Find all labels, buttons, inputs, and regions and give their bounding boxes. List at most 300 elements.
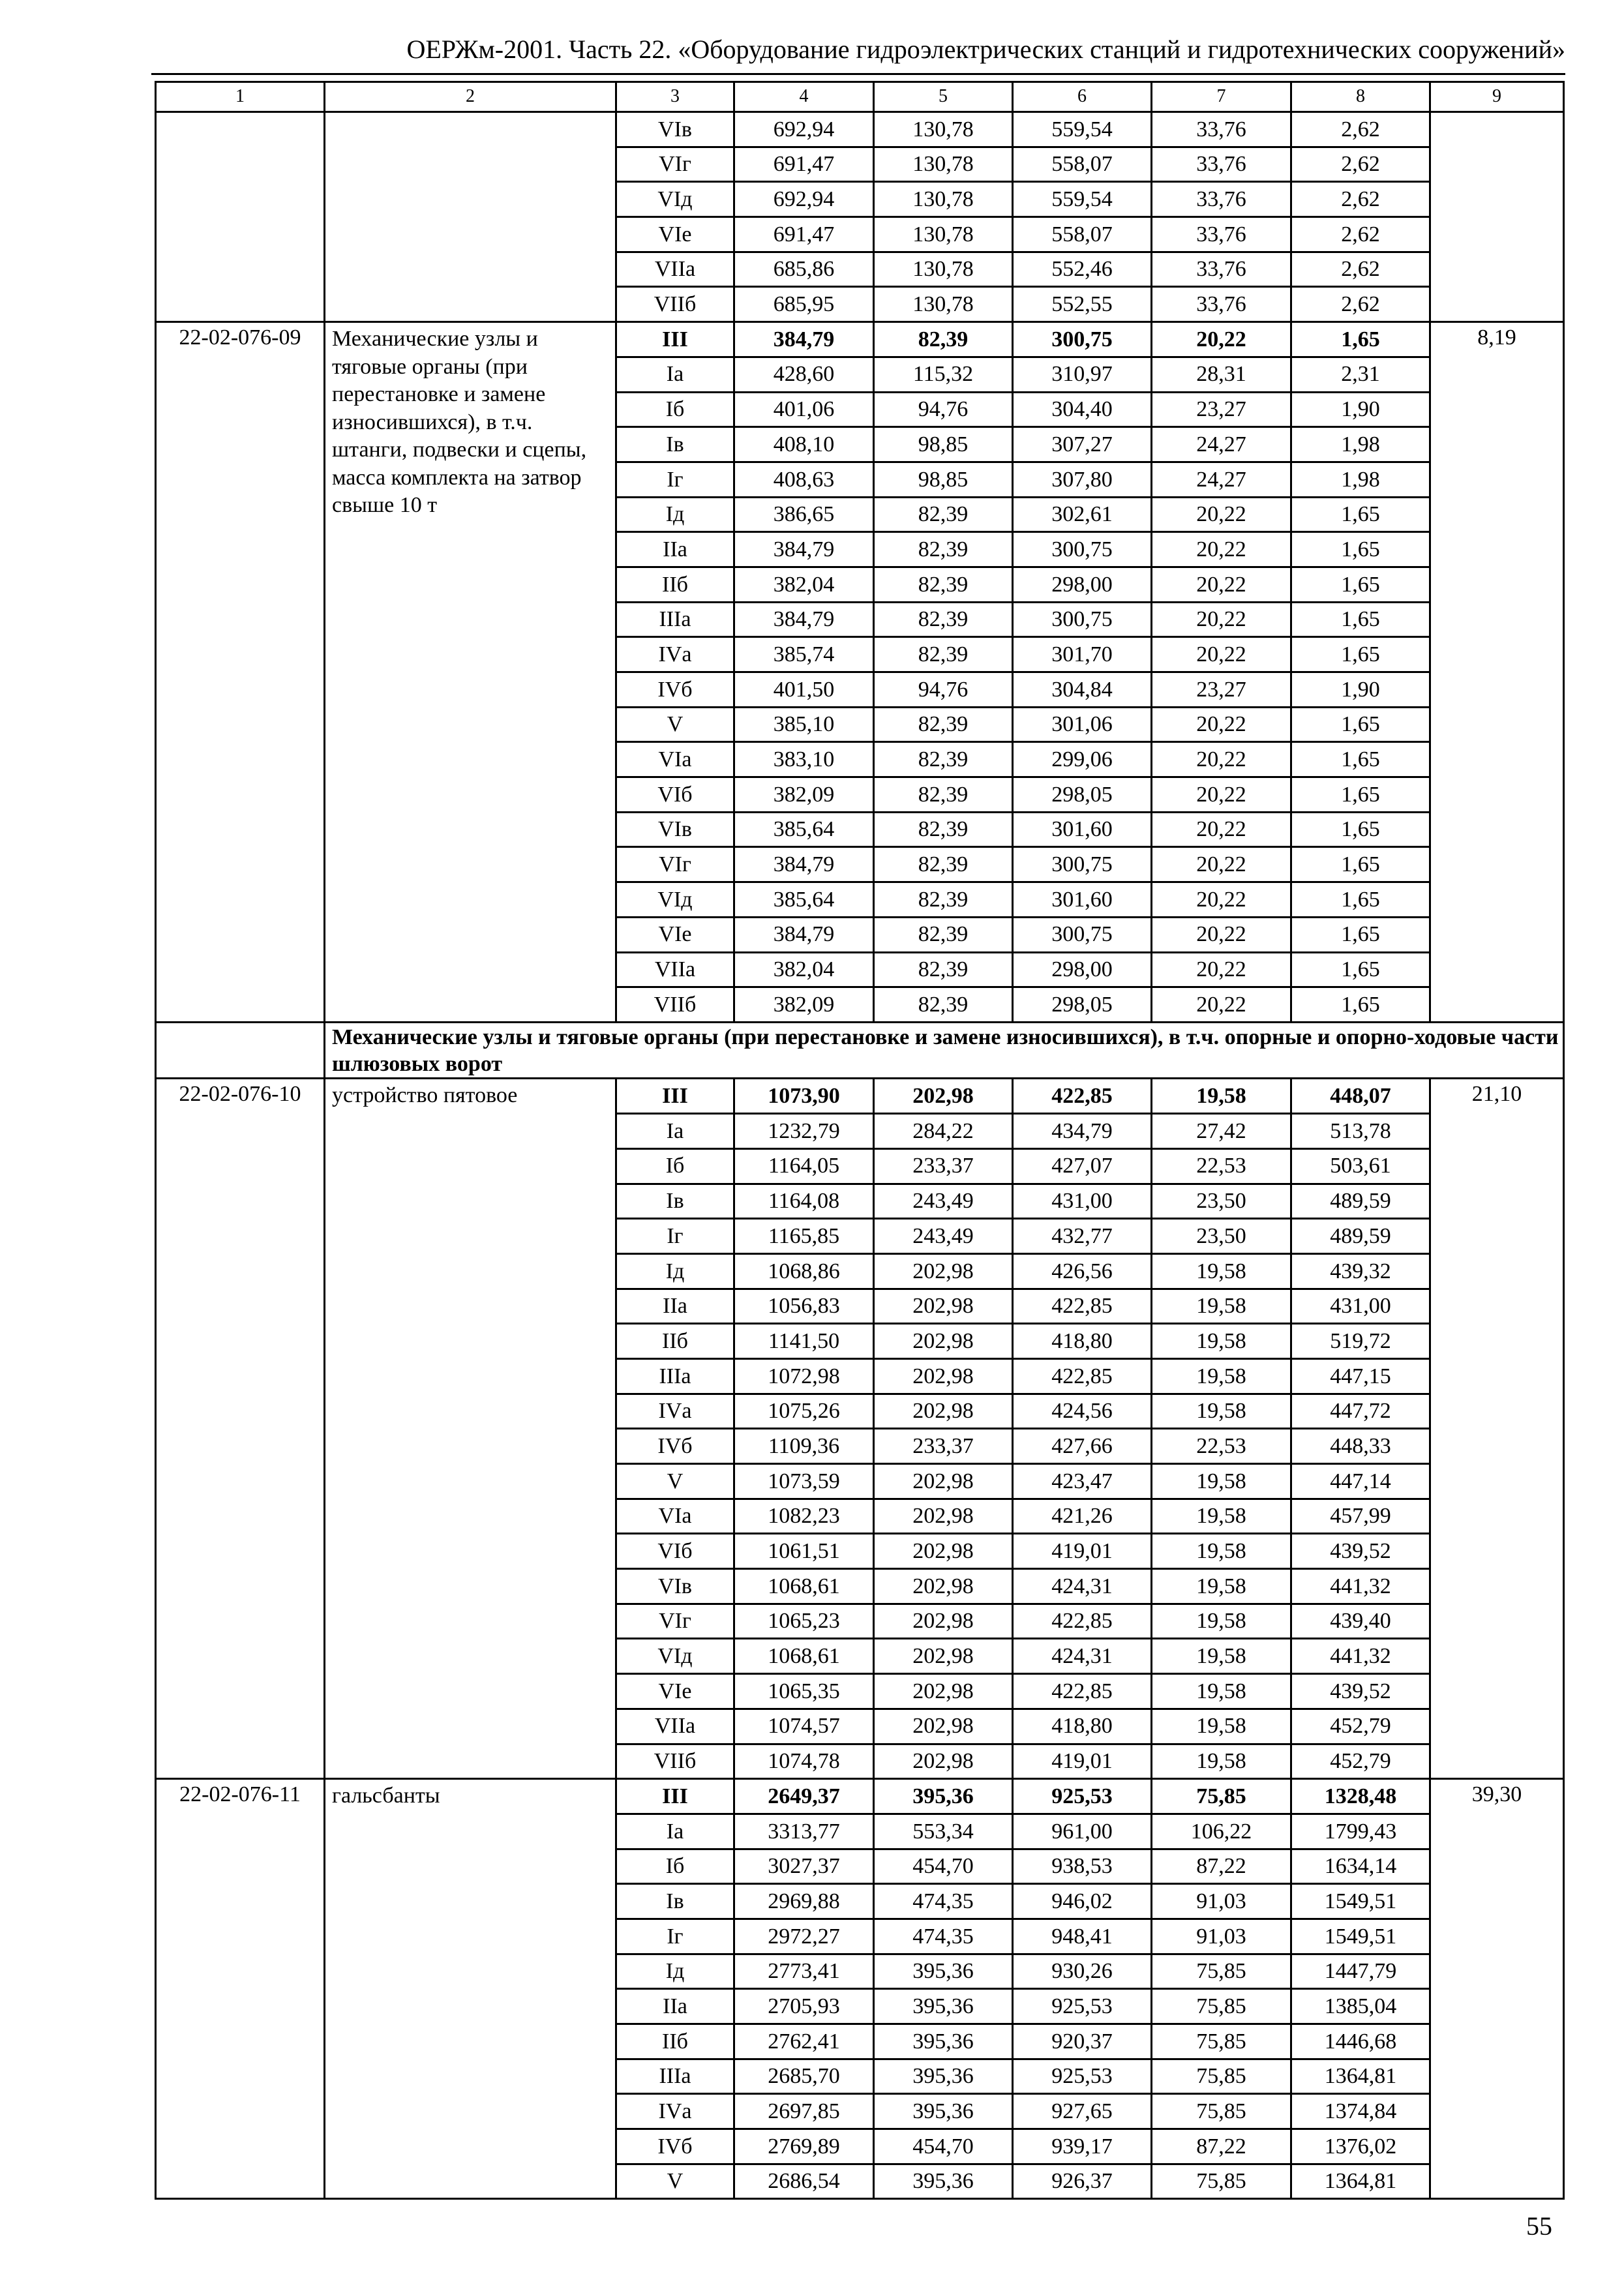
machinist-wages: 91,03 xyxy=(1152,1884,1291,1919)
machinist-wages: 19,58 xyxy=(1152,1394,1291,1429)
machinist-wages: 33,76 xyxy=(1152,147,1291,182)
region-code: Iб xyxy=(616,1849,734,1884)
wages: 82,39 xyxy=(874,882,1013,918)
region-code: Iг xyxy=(616,1219,734,1254)
wages: 202,98 xyxy=(874,1569,1013,1604)
total-cost: 1164,05 xyxy=(734,1148,874,1184)
machine-operation: 432,77 xyxy=(1013,1219,1152,1254)
machinist-wages: 75,85 xyxy=(1152,2059,1291,2094)
wages: 98,85 xyxy=(874,427,1013,462)
rate-description: гальсбанты xyxy=(325,1779,616,2199)
wages: 202,98 xyxy=(874,1744,1013,1779)
region-code: Iа xyxy=(616,1814,734,1849)
section-title: Механические узлы и тяговые органы (при перестановке и замене износившихся), в т.ч. опорные и опорно-ходовые части шлюзовых ворот xyxy=(325,1022,1564,1079)
rates-table-body xyxy=(156,82,1564,2199)
machine-operation: 424,56 xyxy=(1013,1394,1152,1429)
section-code-cell xyxy=(156,1022,325,1079)
wages: 82,39 xyxy=(874,532,1013,567)
machine-operation: 300,75 xyxy=(1013,847,1152,882)
wages: 233,37 xyxy=(874,1429,1013,1464)
wages: 202,98 xyxy=(874,1639,1013,1674)
machinist-wages: 33,76 xyxy=(1152,252,1291,287)
materials: 1385,04 xyxy=(1291,1989,1430,2024)
total-cost: 428,60 xyxy=(734,357,874,392)
total-cost: 691,47 xyxy=(734,217,874,252)
region-code: IIIа xyxy=(616,1358,734,1394)
table-row xyxy=(156,322,1564,357)
region-code: VIд xyxy=(616,1639,734,1674)
machinist-wages: 20,22 xyxy=(1152,882,1291,918)
total-cost: 3027,37 xyxy=(734,1849,874,1884)
column-number: 7 xyxy=(1152,82,1291,112)
machine-operation: 307,80 xyxy=(1013,462,1152,497)
machine-operation: 307,27 xyxy=(1013,427,1152,462)
materials: 439,40 xyxy=(1291,1604,1430,1639)
machine-operation: 424,31 xyxy=(1013,1639,1152,1674)
region-code: VIд xyxy=(616,182,734,217)
wages: 98,85 xyxy=(874,462,1013,497)
region-code: IVа xyxy=(616,1394,734,1429)
materials: 1374,84 xyxy=(1291,2094,1430,2129)
materials: 503,61 xyxy=(1291,1148,1430,1184)
machine-operation: 299,06 xyxy=(1013,742,1152,777)
materials: 2,62 xyxy=(1291,112,1430,147)
materials: 1,98 xyxy=(1291,462,1430,497)
region-code: IIб xyxy=(616,1324,734,1359)
wages: 202,98 xyxy=(874,1709,1013,1744)
machinist-wages: 23,27 xyxy=(1152,392,1291,427)
region-code: VIIа xyxy=(616,252,734,287)
machinist-wages: 33,76 xyxy=(1152,112,1291,147)
total-cost: 385,64 xyxy=(734,812,874,847)
machine-operation: 418,80 xyxy=(1013,1709,1152,1744)
total-cost: 382,04 xyxy=(734,567,874,602)
machinist-wages: 87,22 xyxy=(1152,2129,1291,2164)
materials: 2,62 xyxy=(1291,182,1430,217)
materials: 441,32 xyxy=(1291,1639,1430,1674)
region-code: IIб xyxy=(616,2024,734,2059)
total-cost: 2686,54 xyxy=(734,2164,874,2199)
materials: 447,15 xyxy=(1291,1358,1430,1394)
region-code: IVб xyxy=(616,1429,734,1464)
machinist-wages: 19,58 xyxy=(1152,1079,1291,1114)
materials: 1,65 xyxy=(1291,602,1430,637)
region-code: VIд xyxy=(616,882,734,918)
machine-operation: 939,17 xyxy=(1013,2129,1152,2164)
machinist-wages: 20,22 xyxy=(1152,987,1291,1023)
column-numbers-row xyxy=(156,82,1564,112)
wages: 130,78 xyxy=(874,217,1013,252)
region-code: Iа xyxy=(616,357,734,392)
column-number: 8 xyxy=(1291,82,1430,112)
machine-operation: 961,00 xyxy=(1013,1814,1152,1849)
region-code: V xyxy=(616,707,734,742)
machine-operation: 301,70 xyxy=(1013,637,1152,672)
column-number: 2 xyxy=(325,82,616,112)
region-code: VIг xyxy=(616,147,734,182)
wages: 202,98 xyxy=(874,1079,1013,1114)
machinist-wages: 19,58 xyxy=(1152,1674,1291,1709)
total-cost: 2685,70 xyxy=(734,2059,874,2094)
region-code: Iв xyxy=(616,1884,734,1919)
materials: 447,72 xyxy=(1291,1394,1430,1429)
machine-operation: 304,40 xyxy=(1013,392,1152,427)
materials: 1,65 xyxy=(1291,882,1430,918)
total-cost: 2769,89 xyxy=(734,2129,874,2164)
machinist-wages: 19,58 xyxy=(1152,1358,1291,1394)
wages: 82,39 xyxy=(874,322,1013,357)
machine-operation: 427,07 xyxy=(1013,1148,1152,1184)
region-code: Iд xyxy=(616,497,734,532)
machine-operation: 298,00 xyxy=(1013,952,1152,987)
total-cost: 384,79 xyxy=(734,602,874,637)
wages: 82,39 xyxy=(874,742,1013,777)
machinist-wages: 19,58 xyxy=(1152,1744,1291,1779)
machinist-wages: 19,58 xyxy=(1152,1569,1291,1604)
total-cost: 691,47 xyxy=(734,147,874,182)
machine-operation: 301,06 xyxy=(1013,707,1152,742)
wages: 474,35 xyxy=(874,1884,1013,1919)
machine-operation: 927,65 xyxy=(1013,2094,1152,2129)
total-cost: 2705,93 xyxy=(734,1989,874,2024)
total-cost: 384,79 xyxy=(734,322,874,357)
materials: 1447,79 xyxy=(1291,1954,1430,1989)
machinist-wages: 19,58 xyxy=(1152,1639,1291,1674)
region-code: VIе xyxy=(616,917,734,952)
materials: 1549,51 xyxy=(1291,1884,1430,1919)
wages: 82,39 xyxy=(874,917,1013,952)
wages: 82,39 xyxy=(874,497,1013,532)
total-cost: 1164,08 xyxy=(734,1184,874,1219)
materials: 1364,81 xyxy=(1291,2164,1430,2199)
wages: 82,39 xyxy=(874,987,1013,1023)
wages: 395,36 xyxy=(874,2024,1013,2059)
table-row xyxy=(156,112,1564,147)
materials: 1,65 xyxy=(1291,322,1430,357)
region-code: III xyxy=(616,322,734,357)
region-code: VIе xyxy=(616,217,734,252)
machinist-wages: 19,58 xyxy=(1152,1534,1291,1569)
region-code: VIв xyxy=(616,1569,734,1604)
machinist-wages: 24,27 xyxy=(1152,462,1291,497)
labor-cost: 39,30 xyxy=(1430,1779,1564,2199)
wages: 202,98 xyxy=(874,1358,1013,1394)
machinist-wages: 75,85 xyxy=(1152,1954,1291,1989)
machinist-wages: 19,58 xyxy=(1152,1499,1291,1534)
wages: 82,39 xyxy=(874,952,1013,987)
materials: 1,65 xyxy=(1291,707,1430,742)
materials: 447,14 xyxy=(1291,1464,1430,1499)
region-code: VIIб xyxy=(616,287,734,322)
machine-operation: 938,53 xyxy=(1013,1849,1152,1884)
materials: 1,65 xyxy=(1291,637,1430,672)
machine-operation: 552,46 xyxy=(1013,252,1152,287)
machine-operation: 419,01 xyxy=(1013,1744,1152,1779)
total-cost: 1165,85 xyxy=(734,1219,874,1254)
machine-operation: 422,85 xyxy=(1013,1079,1152,1114)
materials: 1,65 xyxy=(1291,497,1430,532)
wages: 395,36 xyxy=(874,1954,1013,1989)
machinist-wages: 75,85 xyxy=(1152,2094,1291,2129)
region-code: Iд xyxy=(616,1954,734,1989)
wages: 202,98 xyxy=(874,1499,1013,1534)
materials: 1,65 xyxy=(1291,847,1430,882)
materials: 1364,81 xyxy=(1291,2059,1430,2094)
region-code: III xyxy=(616,1779,734,1814)
machinist-wages: 19,58 xyxy=(1152,1709,1291,1744)
total-cost: 1073,59 xyxy=(734,1464,874,1499)
region-code: VIа xyxy=(616,742,734,777)
machinist-wages: 20,22 xyxy=(1152,707,1291,742)
wages: 82,39 xyxy=(874,847,1013,882)
region-code: VIIб xyxy=(616,1744,734,1779)
wages: 243,49 xyxy=(874,1184,1013,1219)
region-code: VIг xyxy=(616,847,734,882)
materials: 1,65 xyxy=(1291,917,1430,952)
region-code: IVа xyxy=(616,637,734,672)
wages: 82,39 xyxy=(874,707,1013,742)
machine-operation: 559,54 xyxy=(1013,182,1152,217)
region-code: VIб xyxy=(616,777,734,813)
materials: 431,00 xyxy=(1291,1289,1430,1324)
machinist-wages: 75,85 xyxy=(1152,1779,1291,1814)
labor-cost: 8,19 xyxy=(1430,322,1564,1023)
region-code: V xyxy=(616,2164,734,2199)
total-cost: 685,86 xyxy=(734,252,874,287)
materials: 441,32 xyxy=(1291,1569,1430,1604)
total-cost: 1068,61 xyxy=(734,1639,874,1674)
total-cost: 401,06 xyxy=(734,392,874,427)
materials: 1549,51 xyxy=(1291,1919,1430,1954)
machine-operation: 300,75 xyxy=(1013,602,1152,637)
machine-operation: 434,79 xyxy=(1013,1114,1152,1149)
region-code: Iб xyxy=(616,1148,734,1184)
wages: 454,70 xyxy=(874,1849,1013,1884)
total-cost: 2773,41 xyxy=(734,1954,874,1989)
labor-cost xyxy=(1430,112,1564,322)
machinist-wages: 33,76 xyxy=(1152,182,1291,217)
machine-operation: 920,37 xyxy=(1013,2024,1152,2059)
machine-operation: 926,37 xyxy=(1013,2164,1152,2199)
machinist-wages: 20,22 xyxy=(1152,742,1291,777)
rate-description: устройство пятовое xyxy=(325,1079,616,1779)
wages: 553,34 xyxy=(874,1814,1013,1849)
total-cost: 401,50 xyxy=(734,672,874,708)
machinist-wages: 20,22 xyxy=(1152,532,1291,567)
machine-operation: 298,05 xyxy=(1013,777,1152,813)
machine-operation: 925,53 xyxy=(1013,1989,1152,2024)
wages: 130,78 xyxy=(874,287,1013,322)
total-cost: 408,10 xyxy=(734,427,874,462)
machinist-wages: 20,22 xyxy=(1152,637,1291,672)
total-cost: 692,94 xyxy=(734,182,874,217)
machinist-wages: 19,58 xyxy=(1152,1324,1291,1359)
total-cost: 685,95 xyxy=(734,287,874,322)
machinist-wages: 33,76 xyxy=(1152,217,1291,252)
region-code: III xyxy=(616,1079,734,1114)
wages: 395,36 xyxy=(874,1989,1013,2024)
materials: 1,65 xyxy=(1291,532,1430,567)
machine-operation: 421,26 xyxy=(1013,1499,1152,1534)
rate-description: Механические узлы и тяговые органы (при перестановке и замене износившихся), в т.ч. штанги, подвески и сцепы, масса комплекта на затвор свыше 10 т xyxy=(325,322,616,1023)
machine-operation: 418,80 xyxy=(1013,1324,1152,1359)
machinist-wages: 23,50 xyxy=(1152,1184,1291,1219)
wages: 130,78 xyxy=(874,112,1013,147)
page-header: ОЕРЖм-2001. Часть 22. «Оборудование гидроэлектрических станций и гидротехнических сооружений» xyxy=(151,34,1565,75)
machinist-wages: 75,85 xyxy=(1152,1989,1291,2024)
total-cost: 1074,78 xyxy=(734,1744,874,1779)
machinist-wages: 19,58 xyxy=(1152,1604,1291,1639)
machine-operation: 298,00 xyxy=(1013,567,1152,602)
machine-operation: 925,53 xyxy=(1013,2059,1152,2094)
machine-operation: 422,85 xyxy=(1013,1604,1152,1639)
machinist-wages: 20,22 xyxy=(1152,812,1291,847)
wages: 82,39 xyxy=(874,567,1013,602)
total-cost: 1061,51 xyxy=(734,1534,874,1569)
machine-operation: 946,02 xyxy=(1013,1884,1152,1919)
machine-operation: 424,31 xyxy=(1013,1569,1152,1604)
total-cost: 1075,26 xyxy=(734,1394,874,1429)
total-cost: 384,79 xyxy=(734,917,874,952)
wages: 82,39 xyxy=(874,777,1013,813)
total-cost: 383,10 xyxy=(734,742,874,777)
machinist-wages: 87,22 xyxy=(1152,1849,1291,1884)
region-code: VIIа xyxy=(616,1709,734,1744)
total-cost: 1232,79 xyxy=(734,1114,874,1149)
wages: 284,22 xyxy=(874,1114,1013,1149)
section-row xyxy=(156,1022,1564,1079)
total-cost: 1074,57 xyxy=(734,1709,874,1744)
total-cost: 385,10 xyxy=(734,707,874,742)
materials: 452,79 xyxy=(1291,1744,1430,1779)
materials: 1,65 xyxy=(1291,777,1430,813)
machine-operation: 427,66 xyxy=(1013,1429,1152,1464)
total-cost: 1073,90 xyxy=(734,1079,874,1114)
materials: 439,52 xyxy=(1291,1674,1430,1709)
wages: 202,98 xyxy=(874,1253,1013,1289)
materials: 457,99 xyxy=(1291,1499,1430,1534)
materials: 2,62 xyxy=(1291,287,1430,322)
region-code: IIIа xyxy=(616,2059,734,2094)
materials: 439,32 xyxy=(1291,1253,1430,1289)
materials: 1799,43 xyxy=(1291,1814,1430,1849)
rate-code xyxy=(156,112,325,322)
materials: 1,98 xyxy=(1291,427,1430,462)
wages: 202,98 xyxy=(874,1534,1013,1569)
column-number: 4 xyxy=(734,82,874,112)
region-code: VIа xyxy=(616,1499,734,1534)
page-number: 55 xyxy=(1526,2211,1552,2241)
machine-operation: 301,60 xyxy=(1013,812,1152,847)
total-cost: 2969,88 xyxy=(734,1884,874,1919)
region-code: IIа xyxy=(616,532,734,567)
machine-operation: 948,41 xyxy=(1013,1919,1152,1954)
materials: 1,90 xyxy=(1291,672,1430,708)
total-cost: 384,79 xyxy=(734,847,874,882)
wages: 474,35 xyxy=(874,1919,1013,1954)
materials: 1634,14 xyxy=(1291,1849,1430,1884)
region-code: Iд xyxy=(616,1253,734,1289)
materials: 2,31 xyxy=(1291,357,1430,392)
region-code: V xyxy=(616,1464,734,1499)
region-code: Iг xyxy=(616,1919,734,1954)
machine-operation: 310,97 xyxy=(1013,357,1152,392)
machine-operation: 422,85 xyxy=(1013,1358,1152,1394)
region-code: IIIа xyxy=(616,602,734,637)
materials: 519,72 xyxy=(1291,1324,1430,1359)
rates-table xyxy=(155,81,1565,2200)
region-code: Iа xyxy=(616,1114,734,1149)
total-cost: 1068,61 xyxy=(734,1569,874,1604)
machinist-wages: 19,58 xyxy=(1152,1464,1291,1499)
wages: 82,39 xyxy=(874,812,1013,847)
region-code: IIа xyxy=(616,1289,734,1324)
machinist-wages: 23,50 xyxy=(1152,1219,1291,1254)
materials: 1,65 xyxy=(1291,952,1430,987)
region-code: IVб xyxy=(616,2129,734,2164)
wages: 202,98 xyxy=(874,1674,1013,1709)
machinist-wages: 75,85 xyxy=(1152,2164,1291,2199)
machine-operation: 423,47 xyxy=(1013,1464,1152,1499)
machinist-wages: 27,42 xyxy=(1152,1114,1291,1149)
machine-operation: 300,75 xyxy=(1013,917,1152,952)
machinist-wages: 20,22 xyxy=(1152,777,1291,813)
wages: 395,36 xyxy=(874,1779,1013,1814)
machine-operation: 426,56 xyxy=(1013,1253,1152,1289)
machine-operation: 559,54 xyxy=(1013,112,1152,147)
machinist-wages: 91,03 xyxy=(1152,1919,1291,1954)
total-cost: 692,94 xyxy=(734,112,874,147)
rate-description xyxy=(325,112,616,322)
total-cost: 408,63 xyxy=(734,462,874,497)
total-cost: 1056,83 xyxy=(734,1289,874,1324)
total-cost: 3313,77 xyxy=(734,1814,874,1849)
wages: 233,37 xyxy=(874,1148,1013,1184)
total-cost: 1065,35 xyxy=(734,1674,874,1709)
column-number: 5 xyxy=(874,82,1013,112)
column-number: 6 xyxy=(1013,82,1152,112)
wages: 82,39 xyxy=(874,637,1013,672)
materials: 448,07 xyxy=(1291,1079,1430,1114)
total-cost: 2649,37 xyxy=(734,1779,874,1814)
wages: 454,70 xyxy=(874,2129,1013,2164)
wages: 202,98 xyxy=(874,1324,1013,1359)
materials: 1376,02 xyxy=(1291,2129,1430,2164)
materials: 1,65 xyxy=(1291,812,1430,847)
materials: 448,33 xyxy=(1291,1429,1430,1464)
machine-operation: 419,01 xyxy=(1013,1534,1152,1569)
region-code: VIIа xyxy=(616,952,734,987)
region-code: IIа xyxy=(616,1989,734,2024)
total-cost: 2972,27 xyxy=(734,1919,874,1954)
rate-code: 22-02-076-09 xyxy=(156,322,325,1023)
materials: 489,59 xyxy=(1291,1184,1430,1219)
materials: 1,65 xyxy=(1291,742,1430,777)
materials: 1,65 xyxy=(1291,987,1430,1023)
machinist-wages: 106,22 xyxy=(1152,1814,1291,1849)
machine-operation: 431,00 xyxy=(1013,1184,1152,1219)
machinist-wages: 20,22 xyxy=(1152,847,1291,882)
region-code: VIIб xyxy=(616,987,734,1023)
total-cost: 2697,85 xyxy=(734,2094,874,2129)
machinist-wages: 19,58 xyxy=(1152,1289,1291,1324)
machine-operation: 298,05 xyxy=(1013,987,1152,1023)
region-code: Iв xyxy=(616,427,734,462)
total-cost: 1109,36 xyxy=(734,1429,874,1464)
table-row xyxy=(156,1779,1564,1814)
materials: 1,90 xyxy=(1291,392,1430,427)
wages: 202,98 xyxy=(874,1289,1013,1324)
